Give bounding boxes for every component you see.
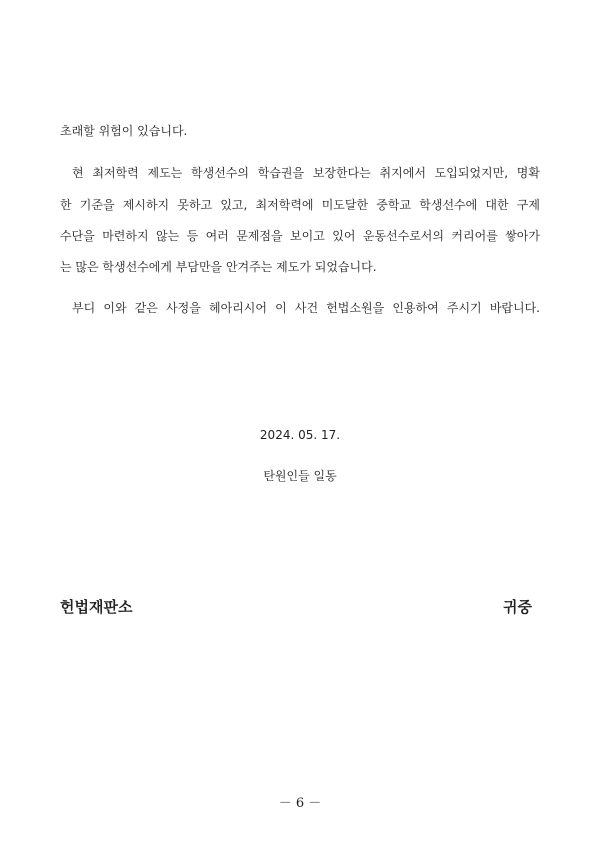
- honorific-heading: 귀중: [503, 598, 532, 616]
- paragraph-1-line-1: 현 최저학력 제도는 학생선수의 학습권을 보장한다는 취지에서 도입되었지만, 명확: [72, 166, 540, 180]
- document-date: 2024. 05. 17.: [259, 428, 341, 442]
- signatory: 탄원인들 일동: [263, 469, 337, 483]
- paragraph-2: 부디 이와 같은 사정을 헤아리시어 이 사건 헌법소원을 인용하여 주시기 바랍니다.: [72, 301, 540, 315]
- paragraph-1-line-3: 수단을 마련하지 않는 등 여러 문제점을 보이고 있어 운동선수로서의 커리어를 쌓아가: [60, 229, 540, 243]
- paragraph-1-line-2: 한 기준을 제시하지 못하고 있고, 최저학력에 미도달한 중학교 학생선수에 대한 구제: [60, 198, 540, 212]
- page-number: － 6 －: [278, 796, 322, 811]
- recipient-heading: 헌법재판소: [60, 598, 133, 616]
- paragraph-1-line-4: 는 많은 학생선수에게 부담만을 안겨주는 제도가 되었습니다.: [60, 260, 377, 274]
- paragraph-continuation: 초래할 위험이 있습니다.: [60, 124, 188, 138]
